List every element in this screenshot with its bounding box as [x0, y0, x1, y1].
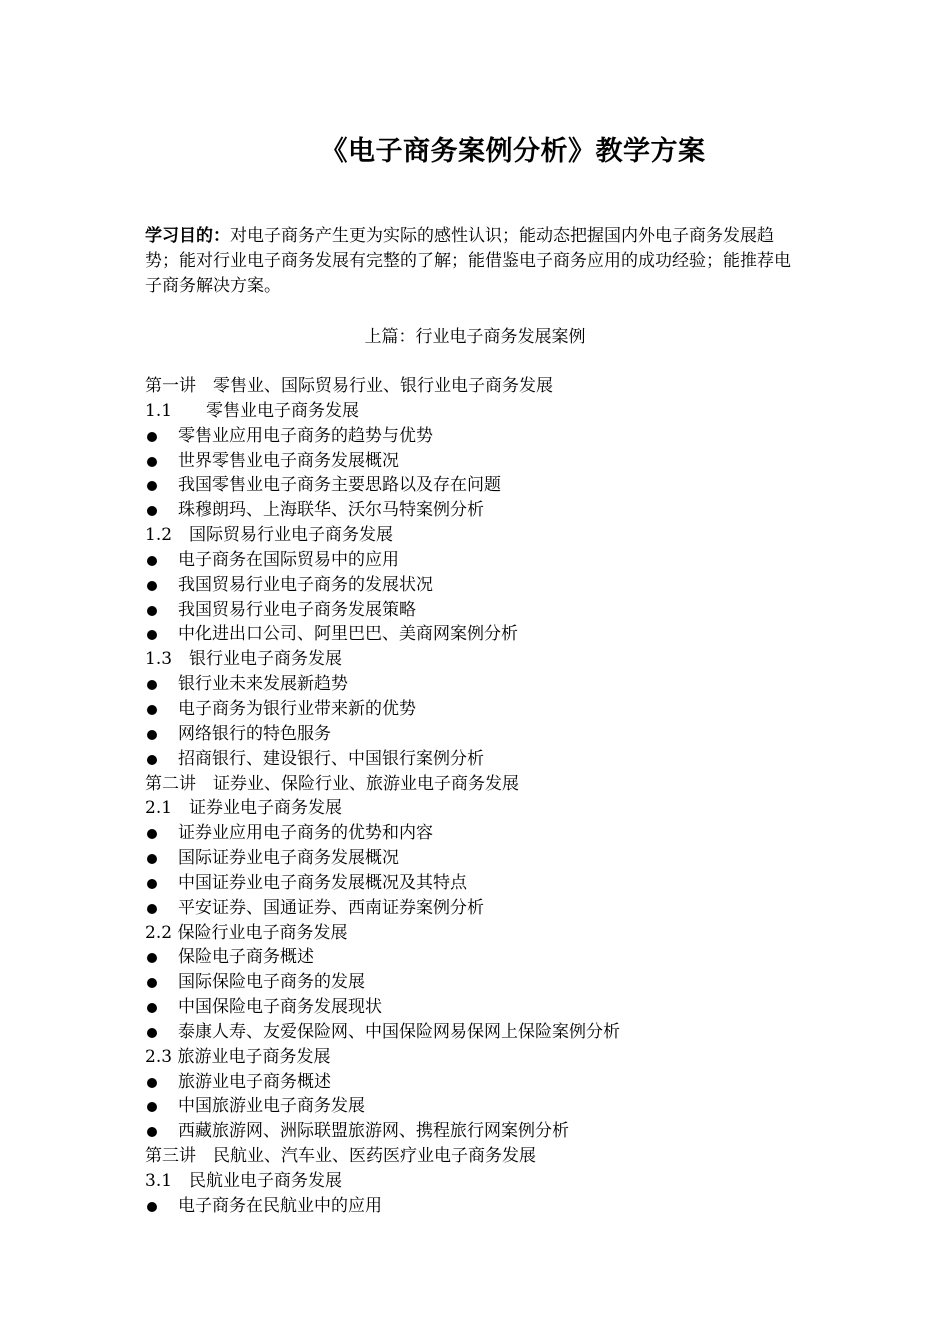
section-heading: 3.1 民航业电子商务发展: [145, 1171, 343, 1191]
bullet-item: 招商银行、建设银行、中国银行案例分析: [145, 747, 825, 772]
bullet-item: 西藏旅游网、洲际联盟旅游网、携程旅行网案例分析: [145, 1119, 825, 1144]
bullet-item: 珠穆朗玛、上海联华、沃尔马特案例分析: [145, 498, 825, 523]
bullet-item: 国际证券业电子商务发展概况: [145, 846, 825, 871]
section-heading: 2.3 旅游业电子商务发展: [145, 1046, 331, 1067]
section-heading: 1.2 国际贸易行业电子商务发展: [145, 525, 394, 546]
bullet-item: 电子商务为银行业带来新的优势: [145, 697, 825, 722]
bullet-item: 我国贸易行业电子商务的发展状况: [145, 573, 825, 598]
learning-objective: [145, 224, 805, 299]
course-outline: [145, 374, 825, 1219]
section-heading: 2.2 保险行业电子商务发展: [145, 922, 348, 943]
bullet-item: 电子商务在民航业中的应用: [145, 1194, 825, 1219]
bullet-item: 世界零售业电子商务发展概况: [145, 449, 825, 474]
bullet-item: 我国贸易行业电子商务发展策略: [145, 598, 825, 623]
part-heading: 上篇：行业电子商务发展案例: [364, 327, 586, 347]
bullet-item: 平安证券、国通证券、西南证券案例分析: [145, 896, 825, 921]
bullet-item: 我国零售业电子商务主要思路以及存在问题: [145, 473, 825, 498]
bullet-item: 中国证券业电子商务发展概况及其特点: [145, 871, 825, 896]
bullet-item: 泰康人寿、友爱保险网、中国保险网易保网上保险案例分析: [145, 1020, 825, 1045]
document-title: 《电子商务案例分析》教学方案: [320, 136, 706, 167]
bullet-item: 零售业应用电子商务的趋势与优势: [145, 424, 825, 449]
bullet-item: 旅游业电子商务概述: [145, 1070, 825, 1095]
bullet-item: 保险电子商务概述: [145, 945, 825, 970]
objective-label: 学习目的：: [145, 226, 230, 246]
bullet-item: 银行业未来发展新趋势: [145, 672, 825, 697]
bullet-item: 中化进出口公司、阿里巴巴、美商网案例分析: [145, 622, 825, 647]
bullet-item: 网络银行的特色服务: [145, 722, 825, 747]
bullet-item: 中国旅游业电子商务发展: [145, 1094, 825, 1119]
lecture-heading: 第一讲 零售业、国际贸易行业、银行业电子商务发展: [145, 376, 553, 396]
bullet-item: 证券业应用电子商务的优势和内容: [145, 821, 825, 846]
lecture-heading: 第三讲 民航业、汽车业、医药医疗业电子商务发展: [145, 1146, 536, 1167]
bullet-item: 国际保险电子商务的发展: [145, 970, 825, 995]
objective-text: 对电子商务产生更为实际的感性认识；能动态把握国内外电子商务发展趋势；能对行业电子商务发展有完整的了解；能借鉴电子商务应用的成功经验；能推荐电子商务解决方案。: [145, 226, 791, 296]
section-heading: 2.1 证券业电子商务发展: [145, 798, 343, 819]
bullet-item: 电子商务在国际贸易中的应用: [145, 548, 825, 573]
bullet-item: 中国保险电子商务发展现状: [145, 995, 825, 1020]
section-heading: 1.1 零售业电子商务发展: [145, 400, 360, 421]
section-heading: 1.3 银行业电子商务发展: [145, 649, 343, 670]
lecture-heading: 第二讲 证券业、保险行业、旅游业电子商务发展: [145, 773, 519, 794]
